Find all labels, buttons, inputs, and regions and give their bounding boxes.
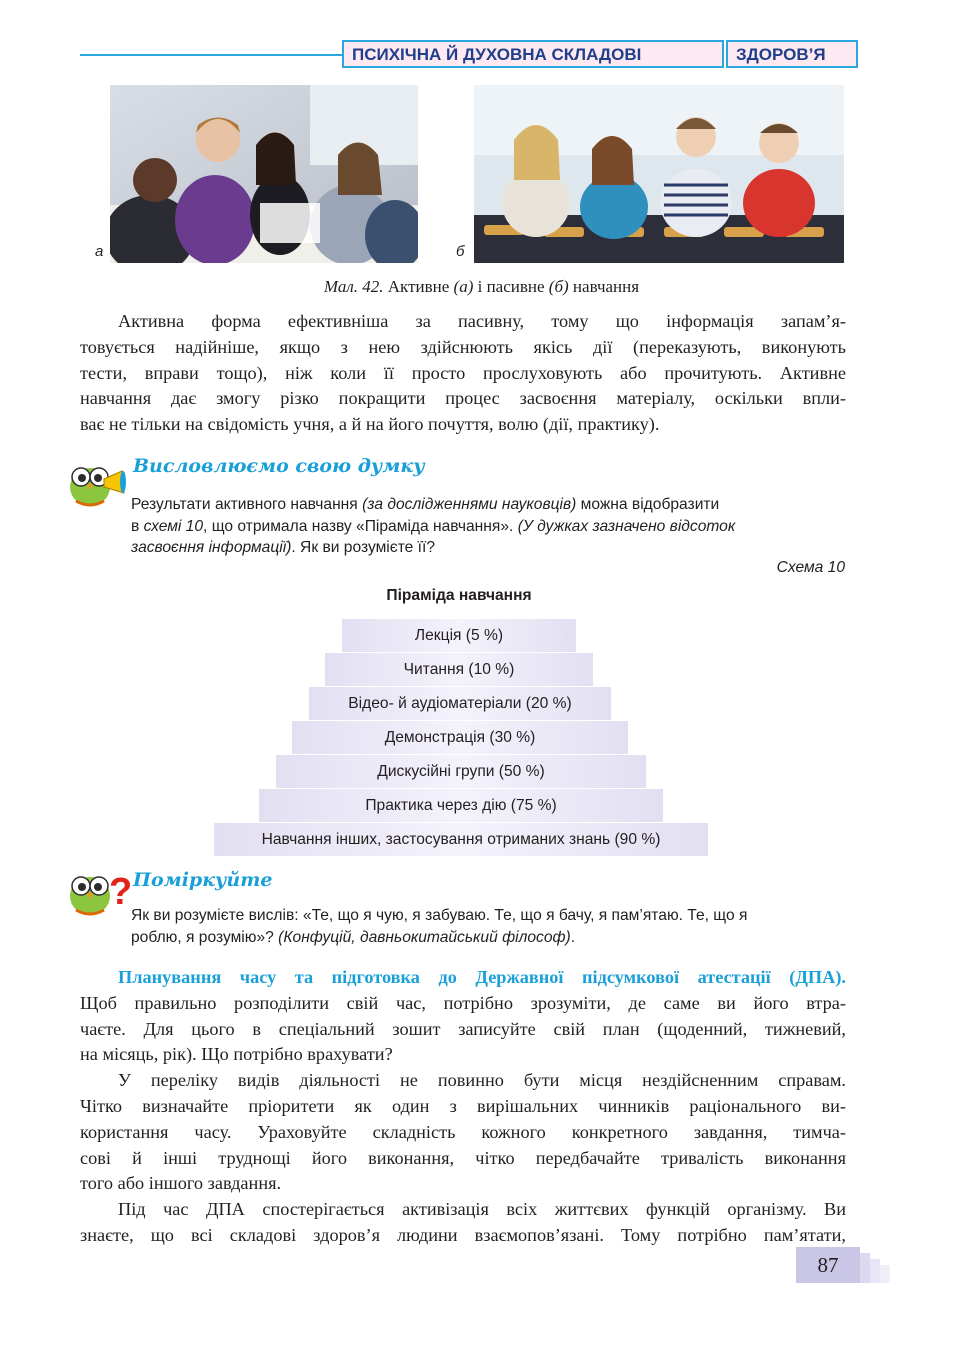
page-number: 87 (796, 1247, 860, 1283)
opinion-task-text: Результати активного навчання (за дослідженнями науковців) можна відобразити в схемі 10, що отримала назву «Піраміда навчання». (У дужках зазначено відсоток засвоєння інформації). Як ви розумієте її? (131, 496, 736, 556)
paragraph-active-learning: Активна форма ефективніша за пасивну, тому що інформація запам’я- товується надійніше, якщо з нею здійснюють якісь дії (переказують, виконують тести, вправи тощо), ніж коли її просто прослуховують або прочитують. Активне навчання дає змогу різко покращити процес засвоєння матеріалу, оскільки впли- ває не тільки на свідомість учня, а й на його почуття, волю (дії, практику). (80, 311, 846, 435)
owl-question-icon (68, 866, 132, 921)
section-time-planning: Планування часу та підготовка до Державної підсумкової атестації (ДПА). Щоб правильно розподілити свій час, потрібно зрозуміти, де саме ви його втра- чаєте. Для цього в спеціальний зошит записуйте свій план (щоденний, тижневий, на місяць, рік). Що потрібно врахувати? У переліку видів діяльності не повинно бути місця нездійсненним справам. Чітко визначайте пріоритети як один з вирішальних чинників раціонального ви- користання часу. Ураховуйте складність кожного конкретного завдання, тимча- сові й інші труднощі його виконання, чітко передбачайте тривалість виконання того або іншого завдання. Під час ДПА спостерігається активізація всіх життєвих функцій організму. Ви знаєте, що всі складові здоров’я людини взаємопов’язані. Тому потрібно пам’ятати, (80, 967, 846, 1245)
svg-text:?: ? (109, 871, 132, 913)
pyramid-level-reading: Читання (10 %) (325, 653, 593, 687)
pyramid-level-discussion: Дискусійні групи (50 %) (276, 755, 646, 789)
photo-b-label: б (456, 243, 465, 260)
page-tab-shadow (870, 1259, 880, 1283)
photo-passive-learning (474, 85, 844, 263)
page-tab-shadow (880, 1265, 890, 1283)
pyramid-level-audiovisual: Відео- й аудіоматеріали (20 %) (309, 687, 611, 721)
page-tab-shadow (860, 1253, 870, 1283)
photo-active-learning (110, 85, 418, 263)
owl-speaking-icon (68, 457, 128, 512)
pyramid-level-teaching-others: Навчання інших, застосування отриманих знань (90 %) (214, 823, 708, 857)
pyramid-title: Піраміда навчання (386, 587, 532, 604)
pyramid-level-practice: Практика через дію (75 %) (259, 789, 663, 823)
header-title-part2: ЗДОРОВ’Я (726, 40, 858, 68)
pyramid-level-demonstration: Демонстрація (30 %) (292, 721, 628, 755)
header-title-part1: ПСИХІЧНА Й ДУХОВНА СКЛАДОВІ (342, 40, 724, 68)
header-rule (80, 54, 342, 56)
figure-caption: Мал. 42. Активне (а) і пасивне (б) навчання (323, 277, 640, 296)
section-title-opinion: Висловлюємо свою думку (133, 455, 425, 477)
photo-a-label: а (95, 243, 104, 260)
pyramid-level-lecture: Лекція (5 %) (342, 619, 576, 653)
schema-label: Схема 10 (776, 559, 845, 576)
section-heading: Планування часу та підготовка до Державної підсумкової атестації (ДПА). (118, 967, 846, 987)
think-task-text: Як ви розумієте вислів: «Те, що я чую, я забуваю. Те, що я бачу, я пам’ятаю. Те, що я роблю, я розумію»? (Конфуцій, давньокитайський філософ). (131, 907, 748, 946)
section-title-think: Поміркуйте (133, 869, 273, 891)
